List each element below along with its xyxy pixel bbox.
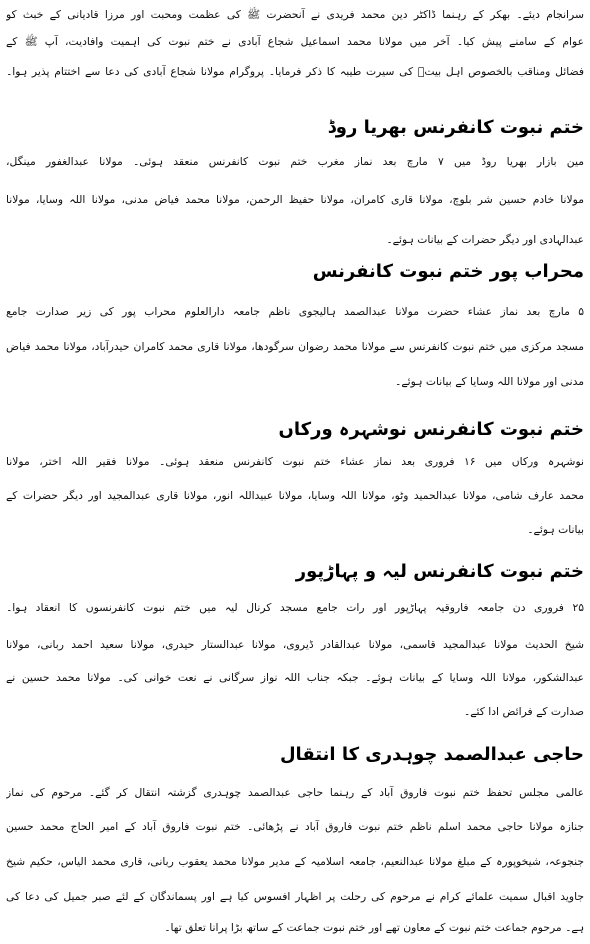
- section-heading: ختم نبوت کانفرنس لیہ و پہاڑپور: [295, 561, 584, 582]
- text-line: [6, 367, 584, 397]
- text-line-content: جنازہ مولانا حاجی محمد اسلم ناظم ختم نبوت فاروق آباد نے پڑھائی۔ ختم نبوت فاروق آباد کے امیر الحاج محمد حسین: [6, 820, 584, 833]
- text-line-content: عبدالہادی اور دیگر حضرات کے بیانات ہوئے۔: [386, 233, 584, 246]
- text-line: [6, 332, 584, 362]
- text-line: [6, 913, 584, 943]
- text-line-content: مسجد مرکزی میں ختم نبوت کانفرنس سے مولانا محمد رضوان سرگودھا، مولانا قاری محمد کامران حیدرآباد، مولانا محمد فیاض: [6, 340, 584, 353]
- text-line: [6, 225, 584, 255]
- text-line-content: سرانجام دیئے۔ بھکر کے رہنما ڈاکٹر دین محمد فریدی نے آنحضرت ﷺ کی عظمت ومحبت اور مرزا قادیانی کے خبث کو: [6, 8, 584, 21]
- text-line-content: عوام کے سامنے پیش کیا۔ آخر میں مولانا محمد اسماعیل شجاع آبادی نے ختم نبوت کی اہمیت وافادیت، آپ ﷺ کے: [6, 35, 584, 48]
- text-line: [6, 481, 584, 511]
- text-line: [6, 297, 584, 327]
- text-line: [6, 0, 584, 30]
- text-line: [6, 697, 584, 727]
- text-line: [6, 185, 584, 215]
- text-line-content: ۲۵ فروری دن جامعہ فاروقیہ پہاڑپور اور رات جامع مسجد کرنال لیہ میں ختم نبوت کانفرنسوں کا انعقاد ہوا۔: [6, 601, 584, 614]
- text-line-content: جنجوعہ، شیخوپورہ کے مبلغ مولانا عبدالنعیم، جامعہ اسلامیہ کے مدیر مولانا محمد یعقوب ربانی، قاری محمد الیاس، حکیم شیخ: [6, 855, 584, 868]
- text-line: [6, 778, 584, 808]
- text-line-content: محمد عارف شامی، مولانا عبدالحمید وٹو، مولانا اللہ وسایا، مولانا عبیداللہ انور، مولانا قاری عبدالمجید اور دیگر حضرات کے: [6, 489, 584, 502]
- text-line: [6, 882, 584, 912]
- text-line-content: فضائل ومناقب بالخصوص اہل بیتؓ کی سیرت طیبہ کا ذکر فرمایا۔ پروگرام مولانا شجاع آبادی کی دعا سے اختتام پذیر ہوا۔: [6, 65, 584, 78]
- section-heading: حاجی عبدالصمد چوہدری کا انتقال: [279, 744, 584, 765]
- text-line: [6, 515, 584, 545]
- text-line: [6, 663, 584, 693]
- text-line: [6, 847, 584, 877]
- text-line-content: مدنی اور مولانا اللہ وسایا کے بیانات ہوئے۔: [395, 375, 584, 388]
- text-line-content: عالمی مجلس تحفظ ختم نبوت فاروق آباد کے رہنما حاجی عبدالصمد چوہدری گزشتہ انتقال کر گئے۔ مرحوم کی نماز: [6, 786, 584, 799]
- text-line: [6, 447, 584, 477]
- section-heading: ختم نبوت کانفرنس بھریا روڈ: [327, 117, 584, 138]
- text-line-content: ہے۔ مرحوم جماعت ختم نبوت کے معاون تھے اور ختم نبوت جماعت کے ساتھ بڑا پرانا تعلق تھا۔: [164, 921, 584, 934]
- text-line-content: ۵ مارچ بعد نماز عشاء حضرت مولانا عبدالصمد ہالیجوی ناظم جامعہ دارالعلوم محراب پور کی زیر صدارت جامع: [6, 305, 584, 318]
- text-line-content: شیخ الحدیث مولانا عبدالمجید قاسمی، مولانا عبدالقادر ڈیروی، مولانا عبدالستار حیدری، مولانا سعید احمد ربانی، مولانا: [6, 638, 584, 651]
- text-line: [6, 27, 584, 57]
- text-line-content: مین بازار بھریا روڈ میں ۷ مارچ بعد نماز مغرب ختم نبوت کانفرنس منعقد ہوئی۔ مولانا عبدالغفور مینگل،: [6, 155, 584, 168]
- text-line-content: جاوید اقبال سمیت علمائے کرام نے مرحوم کی رحلت پر اظہار افسوس کیا ہے اور پسماندگان کے لئے صبر جمیل کی دعا کی: [6, 890, 584, 903]
- text-line: [6, 57, 584, 87]
- text-line: [6, 593, 584, 623]
- text-line: [6, 630, 584, 660]
- text-line-content: بیانات ہوئے۔: [527, 523, 584, 536]
- text-line-content: مولانا خادم حسین شر بلوچ، مولانا قاری کامران، مولانا حفیظ الرحمن، مولانا محمد فیاض مدنی، مولانا اللہ وسایا، مولانا: [6, 193, 584, 206]
- text-line-content: صدارت کے فرائض ادا کئے۔: [463, 705, 584, 718]
- text-line-content: نوشہرہ ورکاں میں ۱۶ فروری بعد نماز عشاء ختم نبوت کانفرنس منعقد ہوئی۔ مولانا فقیر اللہ اختر، مولانا: [6, 455, 584, 468]
- section-heading: ختم نبوت کانفرنس نوشہرہ ورکاں: [278, 419, 584, 440]
- text-line-content: عبدالشکور، مولانا اللہ وسایا کے بیانات ہوئے۔ جبکہ جناب اللہ نواز سرگانی نے نعت خوانی کی۔ مولانا محمد حسین نے: [6, 671, 584, 684]
- section-heading: محراب پور ختم نبوت کانفرنس: [312, 261, 584, 282]
- text-line: [6, 147, 584, 177]
- text-line: [6, 812, 584, 842]
